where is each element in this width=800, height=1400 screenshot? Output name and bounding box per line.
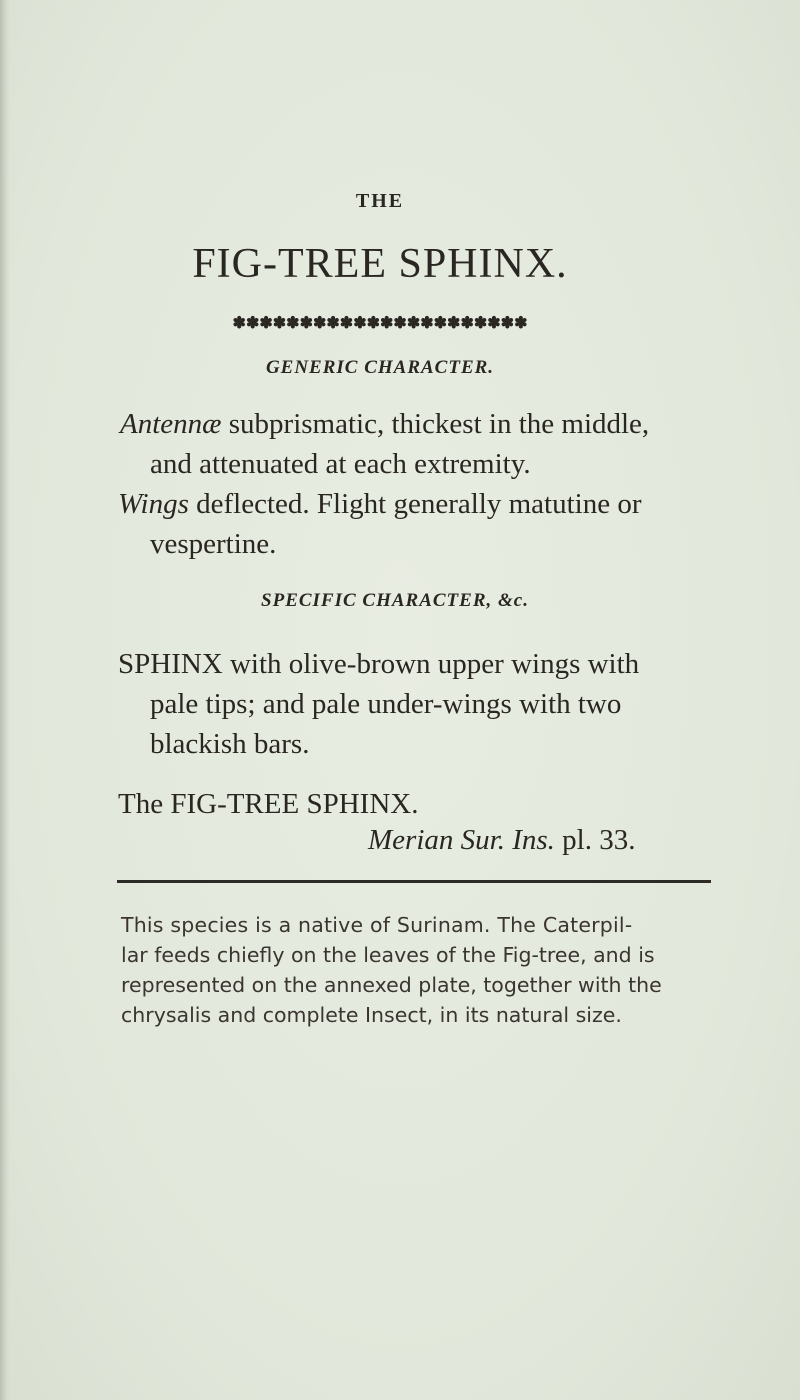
description-line-2: lar feeds chiefly on the leaves of the Fig-tree, and is <box>121 943 655 967</box>
section-rule <box>117 880 711 883</box>
specific-line-3: blackish bars. <box>150 728 310 760</box>
reference-citation <box>368 820 635 860</box>
wings-line-1 <box>118 484 641 524</box>
antennae-line-1 <box>120 404 649 444</box>
generic-character-heading: GENERIC CHARACTER. <box>265 357 495 378</box>
specific-character-heading: SPECIFIC CHARACTER, &c. <box>261 590 529 611</box>
description-line-4: chrysalis and complete Insect, in its natural size. <box>121 1003 622 1027</box>
antennae-line-2: and attenuated at each extremity. <box>150 448 531 480</box>
title-prefix: THE <box>355 190 405 212</box>
specific-line-2: pale tips; and pale under-wings with two <box>150 688 622 720</box>
reference-plate: pl. 33. <box>554 824 636 856</box>
description-line-3: represented on the annexed plate, together with the <box>121 973 662 997</box>
description-line-1: This species is a native of Surinam. The Caterpil- <box>121 913 633 937</box>
common-name: The FIG-TREE SPHINX. <box>118 788 419 820</box>
reference-source: Merian Sur. Ins. <box>368 824 555 856</box>
wings-term: Wings <box>118 488 189 520</box>
specific-line-1: SPHINX with olive-brown upper wings with <box>118 648 640 680</box>
ornament-divider: ✽✽✽✽✽✽✽✽✽✽✽✽✽✽✽✽✽✽✽✽✽✽ <box>232 315 528 332</box>
wings-line-2: vespertine. <box>150 528 277 560</box>
wings-text-1: deflected. Flight generally matutine or <box>188 488 642 520</box>
page-title: FIG-TREE SPHINX. <box>192 241 568 287</box>
antennae-text-1: subprismatic, thickest in the middle, <box>221 408 650 440</box>
antennae-term: Antennæ <box>120 408 222 440</box>
